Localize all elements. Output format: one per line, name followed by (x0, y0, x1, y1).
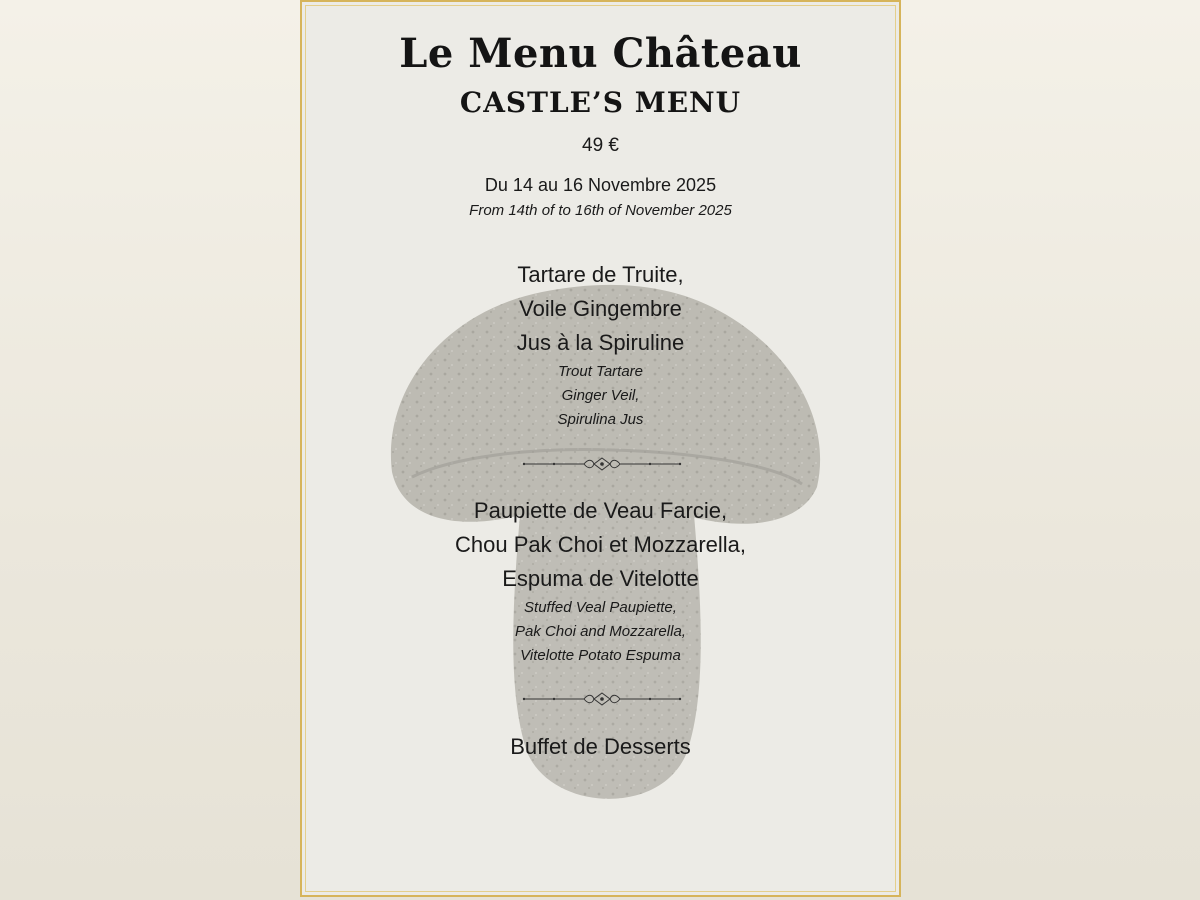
course-french-line: Buffet de Desserts (510, 734, 691, 759)
menu-price: 49 € (582, 135, 619, 156)
menu-title: Le Menu Château (399, 30, 802, 77)
course-french-line: Jus à la Spiruline (516, 330, 685, 355)
ornamental-divider-icon (522, 456, 682, 472)
course-english-line: Ginger Veil, (561, 387, 640, 404)
course-english-line: Trout Tartare (557, 363, 644, 380)
menu-subtitle: CASTLE’S MENU (459, 86, 742, 119)
course-french-line: Espuma de Vitelotte (502, 566, 699, 591)
course-french-line: Chou Pak Choi et Mozzarella, (454, 532, 747, 557)
ornamental-divider-icon (522, 691, 682, 707)
date-range-english: From 14th of to 16th of November 2025 (469, 202, 732, 219)
course-main (302, 494, 899, 668)
course-dessert (302, 730, 899, 764)
course-french-line: Tartare de Truite, (517, 262, 684, 287)
course-french-line: Paupiette de Veau Farcie, (473, 498, 728, 523)
date-range-french: Du 14 au 16 Novembre 2025 (484, 175, 717, 195)
menu-card (300, 0, 901, 897)
course-starter (302, 258, 899, 432)
course-english-line: Spirulina Jus (557, 411, 644, 428)
course-english-line: Vitelotte Potato Espuma (520, 647, 681, 664)
course-english-line: Stuffed Veal Paupiette, (524, 599, 677, 616)
course-french-line: Voile Gingembre (519, 296, 682, 321)
course-english-line: Pak Choi and Mozzarella, (515, 623, 686, 640)
